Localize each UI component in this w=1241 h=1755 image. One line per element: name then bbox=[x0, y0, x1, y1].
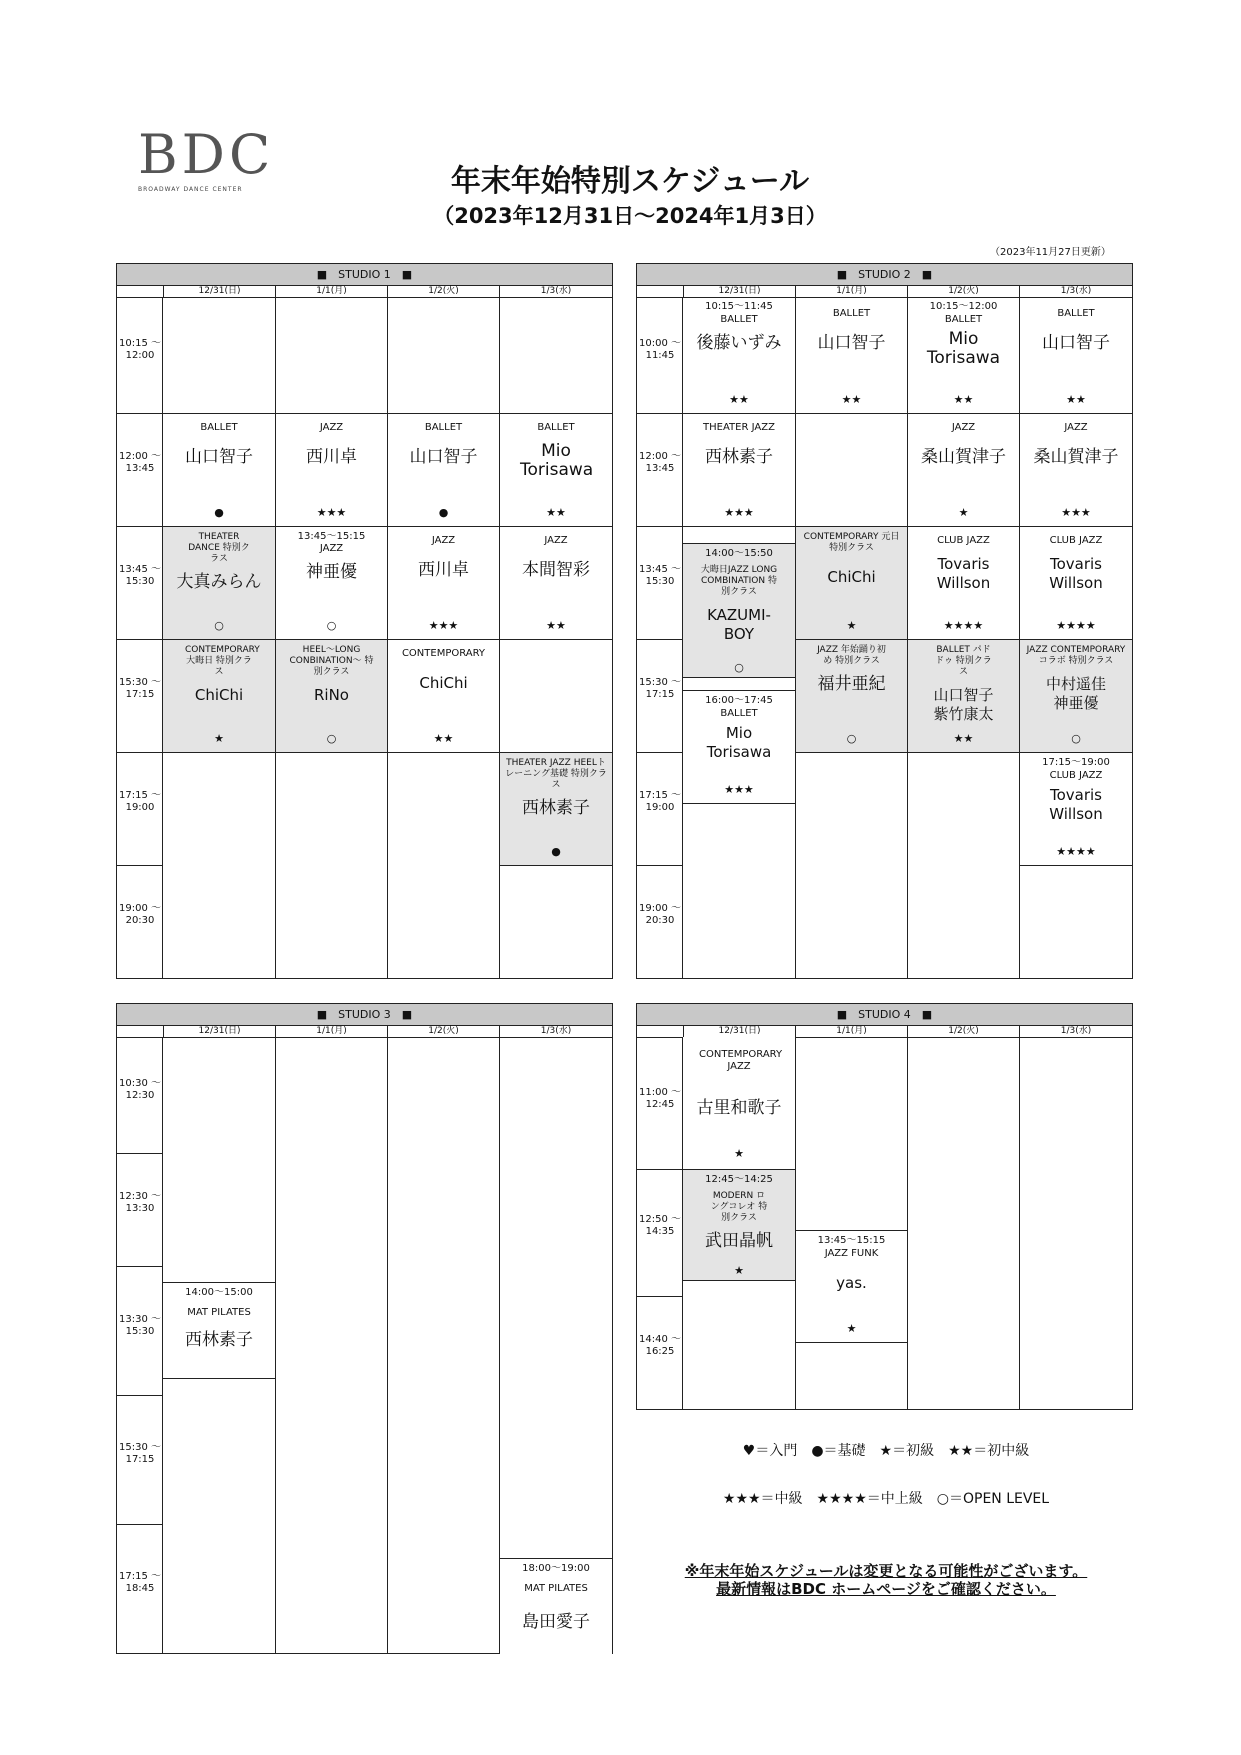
class-level: ★★★★ bbox=[1056, 845, 1096, 858]
class-teacher: Mio Torisawa bbox=[926, 329, 1001, 368]
logo-text: BDC bbox=[138, 123, 275, 186]
time-slot: 19:00 ～ 20:30 bbox=[119, 903, 161, 926]
class-level: ★★ bbox=[546, 619, 566, 632]
class-level: ○ bbox=[326, 619, 337, 632]
time-slot: 13:30 ～ 15:30 bbox=[119, 1314, 161, 1337]
class-teacher: 福井亜紀 bbox=[817, 674, 886, 694]
class-level: ○ bbox=[1071, 732, 1081, 745]
date-header: 12/31(日) bbox=[683, 1025, 795, 1037]
class-genre: CONTEMPORARY bbox=[401, 648, 486, 659]
class-level: ★★★★ bbox=[943, 619, 984, 632]
studio-1-dates bbox=[117, 285, 612, 298]
class-cell[interactable] bbox=[683, 1169, 795, 1281]
studio-4-grid bbox=[636, 1003, 1133, 1410]
class-level: ★★ bbox=[953, 732, 974, 745]
class-cell[interactable] bbox=[163, 413, 275, 527]
class-teacher: Mio Torisawa bbox=[520, 441, 594, 480]
class-genre: THEATER DANCE 特別クラス bbox=[188, 532, 250, 564]
time-slot: 12:00 ～ 13:45 bbox=[639, 451, 681, 474]
level-legend-line-2: ★★★＝中級 ★★★★＝中上級 ○＝OPEN LEVEL bbox=[722, 1491, 1050, 1507]
time-slot: 17:15 ～ 19:00 bbox=[119, 790, 161, 813]
studio-3-grid bbox=[116, 1003, 613, 1654]
class-genre: JAZZ CONTEMPORARY コラボ 特別クラス bbox=[1026, 645, 1126, 666]
class-level: ★★★★ bbox=[1056, 619, 1096, 632]
class-time: 14:00～15:00 bbox=[185, 1287, 253, 1298]
class-teacher: KAZUMI-BOY bbox=[707, 606, 771, 643]
class-level: ★ bbox=[958, 506, 969, 519]
class-teacher: ChiChi bbox=[827, 568, 876, 586]
class-genre: JAZZ 年始踊り初め 特別クラス bbox=[817, 645, 886, 666]
schedule-note-line-2: 最新情報はBDC ホームページをご確認ください。 bbox=[716, 1580, 1056, 1598]
date-header: 12/31(日) bbox=[163, 1025, 275, 1037]
class-teacher: 桑山賀津子 bbox=[1033, 447, 1119, 467]
class-genre: CLUB JAZZ bbox=[937, 535, 990, 546]
class-teacher: 古里和歌子 bbox=[696, 1098, 782, 1118]
class-level: ★ bbox=[846, 1322, 857, 1335]
date-header: 1/3(水) bbox=[499, 1025, 612, 1037]
time-slot: 15:30 ～ 17:15 bbox=[119, 1442, 161, 1465]
class-level: ★ bbox=[734, 1147, 744, 1160]
class-genre: BALLET パドドゥ 特別クラス bbox=[935, 645, 992, 677]
class-level: ★ bbox=[734, 1264, 744, 1277]
class-genre: JAZZ bbox=[319, 543, 344, 554]
class-teacher: ChiChi bbox=[419, 674, 468, 692]
class-cell[interactable] bbox=[500, 526, 612, 640]
class-cell[interactable] bbox=[163, 1282, 275, 1379]
class-level: ★★ bbox=[546, 506, 566, 519]
class-level: ★ bbox=[214, 732, 224, 745]
class-teacher: 神亜優 bbox=[306, 562, 357, 582]
class-teacher: 山口智子 紫竹康太 bbox=[933, 686, 994, 723]
class-level: ★★ bbox=[433, 732, 454, 745]
class-genre: JAZZ bbox=[1064, 422, 1088, 433]
class-cell[interactable] bbox=[276, 413, 387, 527]
class-cell[interactable] bbox=[908, 639, 1019, 753]
date-header: 1/1(月) bbox=[275, 285, 387, 297]
class-genre: CONTEMPORARY 大晦日 特別クラス bbox=[185, 645, 260, 677]
class-cell[interactable] bbox=[908, 300, 1019, 414]
studio-3-dates bbox=[117, 1025, 612, 1038]
class-teacher: 西林素子 bbox=[522, 798, 590, 818]
class-cell[interactable] bbox=[683, 413, 795, 527]
time-slot: 12:00 ～ 13:45 bbox=[119, 451, 161, 474]
class-cell[interactable] bbox=[1020, 413, 1132, 527]
class-cell[interactable] bbox=[163, 526, 275, 640]
class-time: 13:45～15:15 bbox=[817, 1235, 886, 1246]
class-cell[interactable] bbox=[388, 413, 499, 527]
class-teacher: 中村遥佳 神亜優 bbox=[1045, 675, 1106, 712]
class-cell[interactable] bbox=[276, 639, 387, 753]
updated-date: （2023年11月27日更新） bbox=[990, 247, 1111, 258]
class-teacher: 武田晶帆 bbox=[705, 1231, 773, 1251]
date-header: 1/2(火) bbox=[907, 1025, 1019, 1037]
date-header: 1/1(月) bbox=[275, 1025, 387, 1037]
class-teacher: 山口智子 bbox=[185, 447, 253, 467]
class-level: ★ bbox=[846, 619, 857, 632]
class-level: ○ bbox=[734, 661, 744, 674]
class-genre: JAZZ bbox=[319, 422, 344, 433]
schedule-note-line-1: ※年末年始スケジュールは変更となる可能性がございます。 bbox=[684, 1562, 1088, 1580]
bdc-logo bbox=[138, 123, 288, 200]
studio-3-title: ■ STUDIO 3 ■ bbox=[117, 1004, 612, 1026]
class-level: ★★ bbox=[841, 393, 862, 406]
class-cell[interactable] bbox=[1020, 639, 1132, 753]
date-header: 1/1(月) bbox=[795, 1025, 907, 1037]
class-cell[interactable] bbox=[683, 543, 795, 678]
class-teacher: Mio Torisawa bbox=[706, 724, 772, 761]
class-cell[interactable] bbox=[500, 752, 612, 866]
logo-subtext: BROADWAY DANCE CENTER bbox=[138, 186, 243, 193]
date-header: 12/31(日) bbox=[683, 285, 795, 297]
time-slot: 17:15 ～ 18:45 bbox=[119, 1571, 161, 1594]
class-genre: 大晦日JAZZ LONG COMBINATION 特別クラス bbox=[700, 565, 778, 597]
class-genre: THEATER JAZZ HEELトレーニング基礎 特別クラス bbox=[505, 758, 607, 790]
studio-1-title: ■ STUDIO 1 ■ bbox=[117, 264, 612, 286]
class-level: ★★★ bbox=[428, 619, 459, 632]
class-level: ★★ bbox=[953, 393, 974, 406]
class-cell[interactable] bbox=[683, 690, 795, 804]
studio-2-title: ■ STUDIO 2 ■ bbox=[637, 264, 1132, 286]
time-slot: 17:15 ～ 19:00 bbox=[639, 790, 681, 813]
date-header: 12/31(日) bbox=[163, 285, 275, 297]
class-cell[interactable] bbox=[388, 639, 499, 753]
class-teacher: RiNo bbox=[314, 686, 349, 704]
class-cell[interactable] bbox=[500, 1558, 612, 1654]
studio-2-grid bbox=[636, 263, 1133, 979]
class-teacher: Tovaris Willson bbox=[936, 555, 991, 592]
class-genre: MAT PILATES bbox=[187, 1307, 251, 1318]
class-cell[interactable] bbox=[163, 639, 275, 753]
time-slot: 14:40 ～ 16:25 bbox=[639, 1334, 681, 1357]
class-genre: CLUB JAZZ bbox=[1049, 535, 1103, 546]
class-teacher: Tovaris Willson bbox=[1049, 786, 1103, 823]
time-slot: 19:00 ～ 20:30 bbox=[639, 903, 681, 926]
date-header: 1/1(月) bbox=[795, 285, 907, 297]
class-time: 18:00～19:00 bbox=[522, 1563, 590, 1574]
class-cell[interactable] bbox=[388, 526, 499, 640]
class-genre: JAZZ bbox=[544, 535, 568, 546]
class-teacher: 西川卓 bbox=[306, 447, 357, 467]
class-genre: BALLET bbox=[537, 422, 575, 433]
class-teacher: 西林素子 bbox=[185, 1330, 253, 1350]
class-genre: MODERN ロングコレオ 特別クラス bbox=[710, 1191, 768, 1223]
time-slot: 13:45 ～ 15:30 bbox=[119, 564, 161, 587]
class-teacher: 山口智子 bbox=[817, 333, 886, 353]
class-cell[interactable] bbox=[276, 526, 387, 640]
time-slot: 10:00 ～ 11:45 bbox=[639, 338, 681, 361]
class-level: ○ bbox=[846, 732, 857, 745]
date-header: 1/3(水) bbox=[499, 285, 612, 297]
class-teacher: 後藤いずみ bbox=[696, 333, 782, 353]
studio-2-dates bbox=[637, 285, 1132, 298]
class-level: ★★ bbox=[1066, 393, 1086, 406]
class-genre: BALLET bbox=[200, 422, 238, 433]
class-cell[interactable] bbox=[500, 413, 612, 527]
class-teacher: 大真みらん bbox=[176, 572, 262, 592]
class-teacher: 桑山賀津子 bbox=[921, 447, 1006, 467]
date-header: 1/3(水) bbox=[1019, 1025, 1132, 1037]
class-teacher: 山口智子 bbox=[409, 447, 478, 467]
level-legend-line-1: ♥＝入門 ●＝基礎 ★＝初級 ★★＝初中級 bbox=[742, 1443, 1030, 1459]
class-level: ● bbox=[551, 845, 561, 858]
class-time: 17:15～19:00 bbox=[1042, 757, 1110, 768]
class-cell[interactable] bbox=[796, 639, 907, 753]
time-slot: 12:30 ～ 13:30 bbox=[119, 1191, 161, 1214]
class-teacher: Tovaris Willson bbox=[1049, 555, 1103, 592]
class-genre: HEEL～LONG CONBINATION～ 特別クラス bbox=[289, 645, 374, 677]
class-cell[interactable] bbox=[683, 300, 795, 414]
class-genre: MAT PILATES bbox=[524, 1583, 588, 1594]
class-teacher: 西林素子 bbox=[705, 447, 773, 467]
class-level: ● bbox=[214, 506, 224, 519]
class-time: 16:00～17:45 bbox=[705, 695, 773, 706]
class-cell[interactable] bbox=[1020, 752, 1132, 866]
class-level: ○ bbox=[214, 619, 224, 632]
class-cell[interactable] bbox=[796, 526, 907, 640]
class-level: ★★★ bbox=[724, 506, 754, 519]
time-slot: 10:30 ～ 12:30 bbox=[119, 1078, 161, 1101]
class-teacher: 本間智彩 bbox=[522, 560, 590, 580]
class-teacher: yas. bbox=[836, 1274, 867, 1292]
class-time: 14:00～15:50 bbox=[705, 548, 773, 559]
class-cell[interactable] bbox=[908, 413, 1019, 527]
date-header: 1/2(火) bbox=[387, 285, 499, 297]
class-teacher: ChiChi bbox=[194, 686, 244, 704]
class-level: ★★★ bbox=[724, 783, 754, 796]
page-title: 年末年始特別スケジュール bbox=[450, 164, 810, 199]
class-cell[interactable] bbox=[796, 300, 907, 414]
class-time: 10:15～11:45 bbox=[705, 301, 773, 312]
class-teacher: 島田愛子 bbox=[522, 1612, 590, 1632]
class-genre: BALLET bbox=[720, 708, 758, 719]
time-slot: 15:30 ～ 17:15 bbox=[639, 677, 681, 700]
class-teacher: 山口智子 bbox=[1042, 333, 1110, 353]
studio-1-grid bbox=[116, 263, 613, 979]
time-slot: 12:50 ～ 14:35 bbox=[639, 1214, 681, 1237]
class-time: 10:15～12:00 bbox=[929, 301, 998, 312]
class-genre: JAZZ FUNK bbox=[824, 1248, 879, 1259]
class-genre: JAZZ bbox=[431, 535, 456, 546]
class-genre: BALLET bbox=[720, 314, 758, 325]
class-time: 13:45～15:15 bbox=[297, 531, 366, 542]
class-genre: THEATER JAZZ bbox=[703, 422, 775, 433]
class-genre: BALLET bbox=[944, 314, 983, 325]
class-level: ● bbox=[438, 506, 449, 519]
studio-4-title: ■ STUDIO 4 ■ bbox=[637, 1004, 1132, 1026]
time-slot: 10:15 ～ 12:00 bbox=[119, 338, 161, 361]
class-cell[interactable] bbox=[1020, 300, 1132, 414]
page-subtitle: （2023年12月31日～2024年1月3日） bbox=[433, 204, 827, 228]
class-cell[interactable] bbox=[796, 1230, 907, 1343]
class-genre: CLUB JAZZ bbox=[1049, 770, 1103, 781]
class-genre: BALLET bbox=[424, 422, 463, 433]
class-level: ★★ bbox=[729, 393, 749, 406]
class-time: 12:45～14:25 bbox=[705, 1174, 773, 1185]
class-cell[interactable] bbox=[683, 1037, 795, 1170]
class-genre: CONTEMPORARY 元日特別クラス bbox=[803, 532, 900, 553]
time-slot: 11:00 ～ 12:45 bbox=[639, 1087, 681, 1110]
time-slot: 15:30 ～ 17:15 bbox=[119, 677, 161, 700]
class-genre: BALLET bbox=[832, 308, 871, 319]
class-genre: CONTEMPORARY JAZZ bbox=[699, 1049, 783, 1072]
class-level: ○ bbox=[326, 732, 337, 745]
class-cell[interactable] bbox=[908, 526, 1019, 640]
class-level: ★★★ bbox=[316, 506, 347, 519]
time-slot: 13:45 ～ 15:30 bbox=[639, 564, 681, 587]
date-header: 1/2(火) bbox=[907, 285, 1019, 297]
class-teacher: 西川卓 bbox=[418, 560, 469, 580]
class-genre: BALLET bbox=[1057, 308, 1095, 319]
class-genre: JAZZ bbox=[951, 422, 976, 433]
class-cell[interactable] bbox=[1020, 526, 1132, 640]
date-header: 1/3(水) bbox=[1019, 285, 1132, 297]
date-header: 1/2(火) bbox=[387, 1025, 499, 1037]
class-level: ★★★ bbox=[1061, 506, 1091, 519]
